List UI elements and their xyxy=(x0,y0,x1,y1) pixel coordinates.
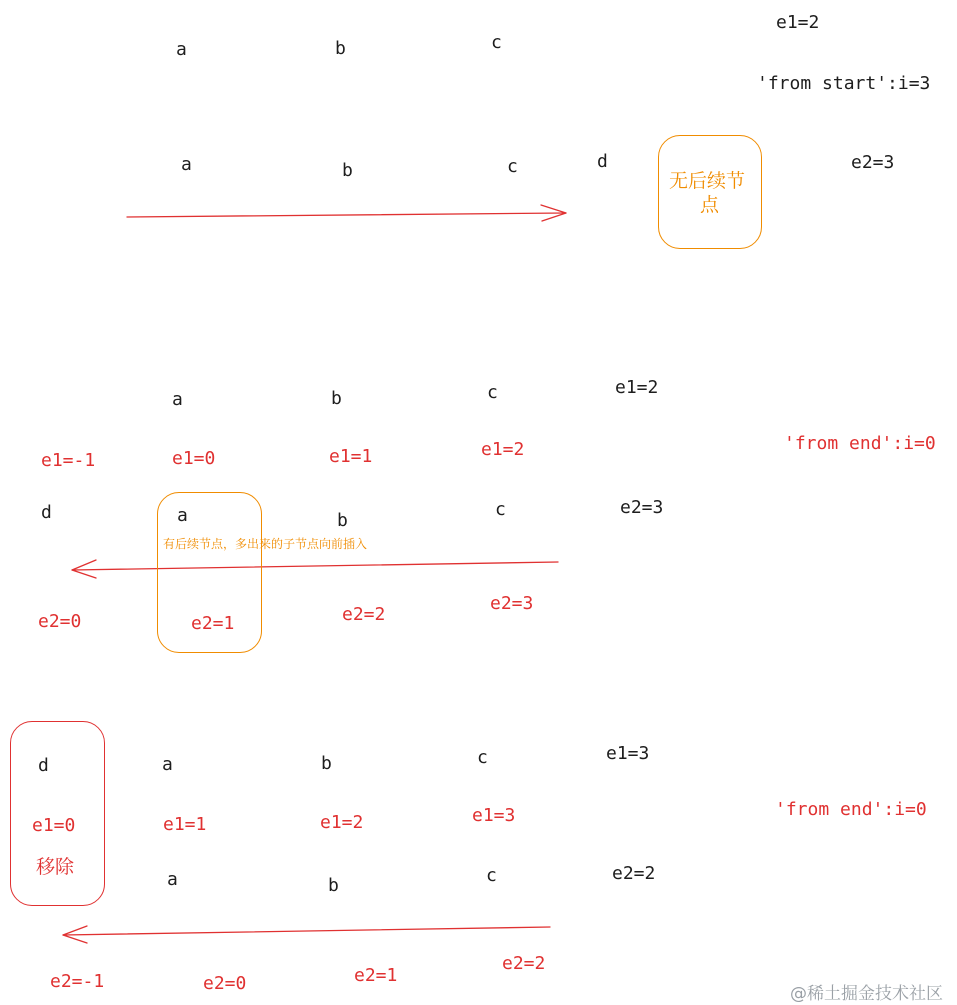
node-a-new: a xyxy=(177,505,188,526)
e1-step: e1=0 xyxy=(32,815,76,836)
e2-step: e2=0 xyxy=(38,611,82,632)
arrow-left-section2 xyxy=(72,560,558,578)
e1-step: e1=1 xyxy=(163,814,207,835)
node-d-new: d xyxy=(41,502,52,523)
no-next-node-note-line2: 点 xyxy=(700,194,720,216)
node-a-new: a xyxy=(181,154,192,175)
e2-label: e2=3 xyxy=(620,497,664,518)
node-b-new: b xyxy=(337,510,348,531)
e2-step: e2=1 xyxy=(354,965,398,986)
watermark: @稀土掘金技术社区 xyxy=(790,984,943,1004)
e1-step: e1=2 xyxy=(481,439,525,460)
no-next-node-note-line1: 无后续节 xyxy=(669,170,746,192)
node-a-old: a xyxy=(172,389,183,410)
arrow-left-section3 xyxy=(63,926,550,943)
node-a-old: a xyxy=(176,39,187,60)
node-c-old: c xyxy=(491,32,502,53)
e1-label: e1=2 xyxy=(615,377,659,398)
node-c-old: c xyxy=(487,382,498,403)
e1-step: e1=2 xyxy=(320,812,364,833)
e2-label: e2=2 xyxy=(612,863,656,884)
e2-step: e2=2 xyxy=(502,953,546,974)
e1-step: e1=0 xyxy=(172,448,216,469)
e2-step: e2=1 xyxy=(191,613,235,634)
node-c-new: c xyxy=(495,499,506,520)
no-next-node-box xyxy=(658,135,762,249)
e1-label: e1=3 xyxy=(606,743,650,764)
node-d-new: d xyxy=(597,151,608,172)
node-a-new: a xyxy=(167,869,178,890)
e1-step: e1=3 xyxy=(472,805,516,826)
e2-step: e2=3 xyxy=(490,593,534,614)
mode-label: 'from start':i=3 xyxy=(757,73,931,94)
e1-step: e1=-1 xyxy=(41,450,96,471)
node-c-old: c xyxy=(477,747,488,768)
remove-label: 移除 xyxy=(36,856,75,878)
e2-label: e2=3 xyxy=(851,152,895,173)
node-a-old: a xyxy=(162,754,173,775)
remove-highlight-box xyxy=(10,721,105,906)
node-b-old: b xyxy=(321,753,332,774)
node-d-old: d xyxy=(38,755,49,776)
e2-step: e2=0 xyxy=(203,973,247,994)
node-c-new: c xyxy=(486,865,497,886)
node-b-new: b xyxy=(328,875,339,896)
e2-step: e2=-1 xyxy=(50,971,105,992)
node-b-new: b xyxy=(342,160,353,181)
node-b-old: b xyxy=(335,38,346,59)
e1-step: e1=1 xyxy=(329,446,373,467)
arrow-right-section1 xyxy=(127,205,566,221)
e2-step: e2=2 xyxy=(342,604,386,625)
mode-label: 'from end':i=0 xyxy=(775,799,927,820)
node-c-new: c xyxy=(507,156,518,177)
node-b-old: b xyxy=(331,388,342,409)
insert-note: 有后续节点，多出来的子节点向前插入 xyxy=(163,537,368,551)
e1-label: e1=2 xyxy=(776,12,820,33)
mode-label: 'from end':i=0 xyxy=(784,433,936,454)
